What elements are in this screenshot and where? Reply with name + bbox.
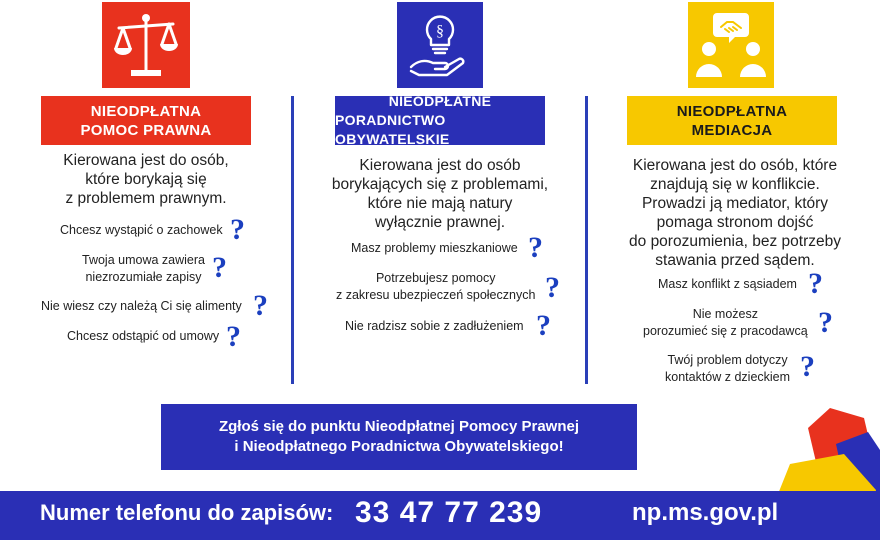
description-line: z problemem prawnym. <box>65 190 227 207</box>
description-line: które nie mają natury <box>367 195 513 212</box>
mediation-icon-tile <box>688 2 774 88</box>
description-line: do porozumienia, bez potrzeby <box>629 233 841 250</box>
legal-aid-tag-line2: POMOC PRAWNA <box>80 121 212 139</box>
question-mark-icon: ? ? <box>536 311 551 341</box>
question-text: z zakresu ubezpieczeń społecznych <box>336 288 536 302</box>
question-text: Potrzebujesz pomocy <box>375 271 496 285</box>
mediation-tag-line1: NIEODPŁATNA <box>676 102 788 120</box>
question-text: Chcesz odstąpić od umowy <box>67 329 220 343</box>
civic-counsel-tag-line1: NIEODPŁATNE <box>388 93 492 109</box>
call-to-action-banner <box>161 404 637 470</box>
mediation-tag <box>627 96 837 145</box>
question-text: Masz konflikt z sąsiadem <box>658 277 797 291</box>
legal-aid-tag-line1: NIEODPŁATNA <box>90 102 202 120</box>
civic-counsel-tag <box>335 93 545 147</box>
civic-counsel-question-3 <box>345 318 524 335</box>
question-text: Nie radzisz sobie z zadłużeniem <box>345 319 524 333</box>
description-line: pomaga stronom dojść <box>656 214 814 231</box>
description-line: Kierowana jest do osób, które <box>632 157 838 174</box>
question-text: Chcesz wystąpić o zachowek <box>60 223 223 237</box>
question-mark-icon: ? ? <box>528 233 543 263</box>
phone-label: Numer telefonu do zapisów: <box>40 500 334 525</box>
mediation-question-2 <box>643 306 808 340</box>
description-line: znajdują się w konflikcie. <box>650 176 820 193</box>
question-mark-icon: ? ? <box>230 215 245 245</box>
legal-aid-question-1 <box>60 222 223 239</box>
phone-number[interactable]: 33 47 77 239 <box>355 496 543 529</box>
question-text: niezrozumiałe zapisy <box>85 270 202 284</box>
question-mark-icon: ? ? <box>253 291 268 321</box>
question-text: Twoja umowa zawiera <box>82 253 205 267</box>
civic-counsel-question-2 <box>336 270 535 304</box>
question-text: porozumieć się z pracodawcą <box>643 324 808 338</box>
mediation-tag-line2: MEDIACJA <box>691 121 773 139</box>
question-text: kontaktów z dzieckiem <box>665 370 791 384</box>
question-mark-icon: ? ? <box>800 352 815 382</box>
question-mark-icon: ? ? <box>226 322 241 352</box>
description-line: które borykają się <box>85 171 207 188</box>
civic-counsel-icon-tile <box>397 2 483 88</box>
column-divider <box>291 96 294 384</box>
website-link[interactable]: np.ms.gov.pl <box>632 499 779 526</box>
question-text: Nie możesz <box>692 307 758 321</box>
civic-counsel-question-1 <box>351 240 518 257</box>
legal-aid-question-3 <box>41 298 242 315</box>
question-mark-icon: ? ? <box>818 308 833 338</box>
cta-line1: Zgłoś się do punktu Nieodpłatnej Pomocy Prawnej <box>218 418 580 435</box>
svg-text:§: § <box>436 23 444 40</box>
legal-aid-description <box>46 151 246 208</box>
description-line: stawania przed sądem. <box>655 252 815 269</box>
civic-counsel-tag-line2: PORADNICTWO OBYWATELSKIE <box>335 112 450 147</box>
legal-aid-tag <box>41 96 251 145</box>
question-mark-icon: ? ? <box>212 253 227 283</box>
legal-aid-icon-tile <box>102 2 190 88</box>
description-line: Kierowana jest do osób, <box>63 152 229 169</box>
mediation-question-1 <box>658 276 797 293</box>
question-text: Masz problemy mieszkaniowe <box>351 241 518 255</box>
description-line: Prowadzi ją mediator, który <box>641 195 829 212</box>
mediation-description <box>615 156 855 270</box>
legal-aid-question-2 <box>82 252 205 286</box>
column-divider <box>585 96 588 384</box>
description-line: borykających się z problemami, <box>331 176 549 193</box>
description-line: wyłącznie prawnej. <box>374 214 506 231</box>
cta-line2: i Nieodpłatnego Poradnictwa Obywatelskiego! <box>234 438 564 455</box>
handshake-people-icon <box>693 9 769 81</box>
question-mark-icon: ? ? <box>808 269 823 299</box>
scales-icon <box>111 10 181 80</box>
question-text: Twój problem dotyczy <box>667 353 788 367</box>
legal-aid-question-4 <box>67 328 219 345</box>
question-text: Nie wiesz czy należą Ci się alimenty <box>41 299 242 313</box>
civic-counsel-description <box>320 156 560 232</box>
paragraph-lightbulb-hand-icon <box>405 9 475 81</box>
question-mark-icon: ? ? <box>545 273 560 303</box>
description-line: Kierowana jest do osób <box>359 157 521 174</box>
mediation-question-3 <box>665 352 790 386</box>
